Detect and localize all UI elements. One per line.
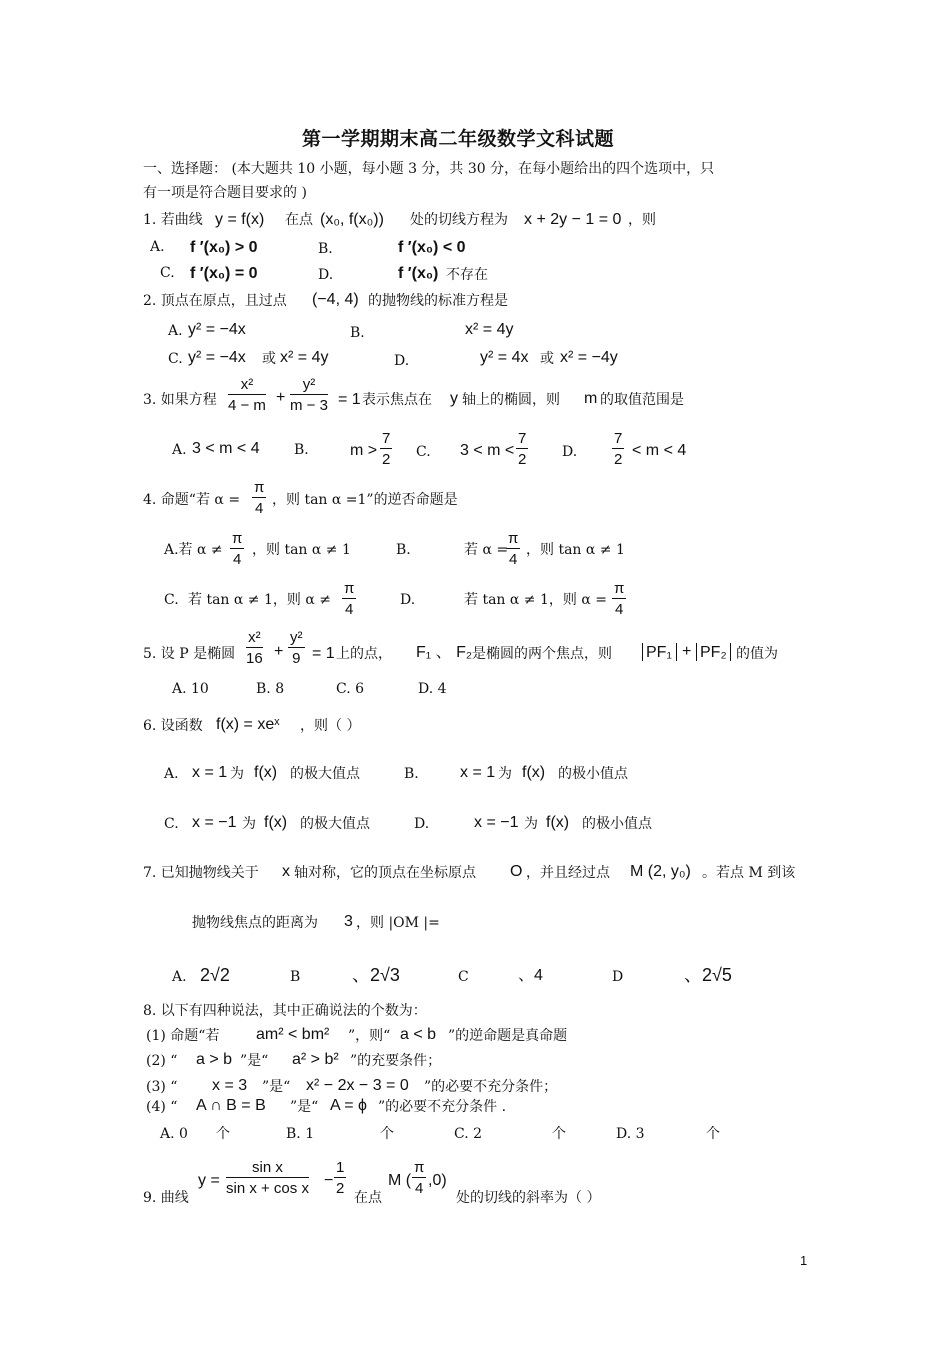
q7-line2-post: ，则 |OM |= (356, 915, 440, 931)
q4-fraction-num: π (254, 479, 265, 496)
q5-fraction-1-den: 16 (246, 650, 263, 667)
q8-s2-pre: (2) “ (146, 1053, 178, 1069)
q5-stem-pre: 5. 设 P 是椭圆 (143, 646, 236, 662)
q8-s1-pre: (1) 命题“若 (146, 1028, 220, 1044)
q6-option-b-m2: f(x) (522, 764, 546, 781)
q8-option-b-unit: 个 (380, 1126, 394, 1142)
q5-abs-bar (730, 643, 731, 661)
q5-option-b: B. 8 (256, 681, 285, 697)
q4-option-a-frac (230, 531, 244, 567)
q3-option-d: < m < 4 (632, 442, 687, 459)
q8-s4-post: ”的必要不充分条件 . (378, 1099, 507, 1115)
q3-fraction-2-num: y² (290, 377, 328, 395)
q7-line2-pre: 抛物线焦点的距离为 (192, 915, 318, 931)
q6-option-c-t2: 的极大值点 (300, 816, 370, 832)
q2-option-d-label: D. (394, 353, 410, 369)
q6-option-c-t1: 为 (242, 816, 256, 832)
q4-option-d-den: 4 (615, 601, 624, 618)
q2-option-b: x² = 4y (465, 321, 514, 338)
q5-fraction-2-num: y² (290, 629, 303, 646)
q3-stem-post: 表示焦点在 (362, 392, 432, 408)
q8-s4-m: A ∩ B = B (196, 1097, 266, 1114)
q4-option-d-label: D. (400, 592, 416, 608)
q6-option-c-m: x = −1 (192, 814, 237, 831)
q6-math: f(x) = xeˣ (216, 716, 280, 733)
q2-option-a: y² = −4x (188, 321, 246, 338)
q1-stem-mid2: 处的切线方程为 (410, 212, 508, 228)
q2-option-d-1: y² = 4x (480, 349, 529, 366)
q9-fraction-1-den: sin x + cos x (226, 1180, 309, 1197)
q3-option-b-den: 2 (382, 451, 391, 468)
q6-option-d-m: x = −1 (474, 814, 519, 831)
q9-y: y = (198, 1172, 220, 1189)
q8-option-a: A. 0 (160, 1126, 188, 1142)
q5-abs-bar (696, 643, 697, 661)
q7-stem-pre: 7. 已知抛物线关于 (143, 865, 259, 881)
q8-s3-mid: ”是“ (262, 1079, 291, 1095)
q5-pf2: PF₂ (700, 644, 727, 661)
q3-option-b-label: B. (294, 442, 309, 458)
q2-option-d-or: 或 (540, 351, 554, 367)
q2-option-c-or: 或 (262, 351, 276, 367)
q1-option-d: f ′(x₀) (398, 265, 439, 282)
q4-option-c-pre: 若 tan α ≠ 1，则 α ≠ (188, 592, 331, 608)
page-title: 第一学期期末高二年级数学文科试题 (302, 128, 615, 150)
q8-option-c-unit: 个 (552, 1126, 566, 1142)
q6-stem-pre: 6. 设函数 (143, 718, 203, 734)
q8-s4-m2: A = ϕ (330, 1097, 367, 1114)
q6-option-a-label: A. (164, 766, 179, 782)
q3-option-b-frac (380, 431, 392, 467)
q1-stem-mid: 在点 (285, 212, 313, 228)
q4-option-a: A.若 α ≠ (164, 542, 223, 558)
q4-option-b-frac (506, 531, 520, 567)
q4-option-a-den: 4 (233, 551, 242, 568)
q3-option-d-frac (612, 431, 624, 467)
q1-option-d-text: 不存在 (446, 267, 488, 283)
q1-math-2: (x₀, f(x₀)) (320, 211, 384, 228)
q9-fraction-3-den: 4 (415, 1180, 424, 1197)
section-header-line2: 有一项是符合题目要求的 ) (143, 185, 307, 201)
q9-fraction-1-num: sin x (226, 1160, 309, 1178)
q3-option-b: m > (350, 442, 378, 459)
q6-option-b-t1: 为 (498, 766, 512, 782)
q2-option-d-2: x² = −4y (560, 349, 618, 366)
q4-option-c-den: 4 (345, 601, 354, 618)
q8-s3-pre: (3) “ (146, 1079, 178, 1095)
q9-point-m: M ( (388, 1172, 412, 1189)
q8-s2-m: a > b (196, 1051, 233, 1068)
q7-option-a: 2√2 (200, 965, 230, 985)
q2-option-a-label: A. (168, 323, 183, 339)
q4-option-b-num: π (508, 530, 519, 547)
q8-option-d-unit: 个 (706, 1126, 720, 1142)
q3-option-b-num: 7 (382, 430, 391, 447)
q8-s4-mid: ”是“ (290, 1099, 319, 1115)
q2-option-b-label: B. (350, 325, 365, 341)
q8-s3-m: x = 3 (212, 1077, 248, 1094)
q5-option-c: C. 6 (336, 681, 365, 697)
q4-option-c-frac (342, 581, 356, 617)
q2-stem-post: 的抛物线的标准方程是 (368, 293, 508, 309)
q5-plus2: + (682, 643, 692, 660)
q4-option-a-num: π (232, 530, 243, 547)
q8-s1-post: ”的逆命题是真命题 (448, 1028, 568, 1044)
q5-stem-post: 的值为 (736, 646, 778, 662)
section-header-line1: 一、选择题： (本大题共 10 小题，每小题 3 分，共 30 分，在每小题给出的四个选项中，只 (143, 161, 715, 177)
q8-option-a-unit: 个 (216, 1126, 230, 1142)
q3-option-c-den: 2 (518, 451, 527, 468)
q4-fraction (252, 480, 266, 516)
q7-option-c: 、4 (518, 967, 543, 984)
q8-option-d: D. 3 (616, 1126, 645, 1142)
q1-math-1: y = f(x) (215, 211, 265, 228)
q8-s4-pre: (4) “ (146, 1099, 178, 1115)
q4-option-c-num: π (344, 580, 355, 597)
q3-fraction-1-num: x² (228, 377, 266, 395)
q4-option-d-frac (612, 581, 626, 617)
q5-option-d: D. 4 (418, 681, 447, 697)
q5-abs-bar (642, 643, 643, 661)
q3-stem-post2: 轴上的椭圆，则 (462, 392, 560, 408)
q3-option-c: 3 < m < (460, 442, 515, 459)
q7-option-d-label: D (612, 969, 624, 985)
q6-option-a-m2: f(x) (254, 764, 278, 781)
q1-option-a-label: A. (150, 239, 165, 255)
q7-three: 3 (344, 913, 353, 930)
q2-option-c-2: x² = 4y (280, 349, 329, 366)
q7-option-b-label: B (290, 969, 301, 985)
q8-s1-mid: ”，则“ (348, 1028, 391, 1044)
q6-option-d-t1: 为 (524, 816, 538, 832)
q5-stem-mid: 上的点， (336, 646, 392, 662)
q5-eq: = 1 (312, 645, 335, 662)
q5-fraction-2 (288, 630, 305, 666)
q1-stem-post: ，则 (628, 212, 656, 228)
q2-math: (−4, 4) (312, 291, 359, 308)
q5-foci: F₁ 、 F₂ (416, 644, 473, 661)
q8-s3-post: ”的必要不充分条件； (424, 1079, 558, 1095)
q3-stem-pre: 3. 如果方程 (143, 392, 217, 408)
q3-var: m (584, 390, 598, 407)
q3-option-d-den: 2 (614, 451, 623, 468)
q7-option-a-label: A. (172, 969, 187, 985)
q7-stem-post: 。若点 M 到该 (702, 865, 796, 881)
q5-pf1: PF₁ (646, 644, 672, 661)
q6-option-b-m: x = 1 (460, 764, 496, 781)
q4-option-a-post: ，则 tan α ≠ 1 (252, 542, 351, 558)
q6-option-b-t2: 的极小值点 (558, 766, 628, 782)
q9-fraction-3 (412, 1160, 426, 1196)
q5-abs-bar (676, 643, 677, 661)
q6-option-b-label: B. (404, 766, 419, 782)
q5-fraction-2-den: 9 (292, 650, 301, 667)
q6-option-d-m2: f(x) (546, 814, 570, 831)
q4-option-c-label: C. (164, 592, 179, 608)
q6-option-a-t2: 的极大值点 (290, 766, 360, 782)
q4-option-b-label: B. (396, 542, 411, 558)
q3-plus: + (276, 389, 286, 406)
q2-option-c-1: y² = −4x (188, 349, 246, 366)
q7-origin: O (510, 863, 523, 880)
q7-option-d: 、2√5 (684, 965, 732, 985)
q8-s1-m: am² < bm² (256, 1026, 330, 1043)
q9-mid: 在点 (354, 1190, 382, 1206)
page-number: 1 (800, 1253, 808, 1268)
q5-fraction-1-num: x² (246, 630, 263, 648)
q7-point-m: M (2, y₀) (630, 863, 691, 880)
q4-option-d-pre: 若 tan α ≠ 1，则 α = (464, 592, 607, 608)
q6-option-c-m2: f(x) (264, 814, 288, 831)
q8-s2-mid: ”是“ (240, 1053, 269, 1069)
q8-s2-m2: a² > b² (292, 1051, 339, 1068)
q5-option-a: A. 10 (172, 681, 209, 697)
q1-option-d-label: D. (318, 267, 334, 283)
q6-option-a-m: x = 1 (192, 764, 228, 781)
q3-axis: y (450, 390, 458, 407)
q7-option-b: 、2√3 (352, 965, 400, 985)
q3-fraction-2-den: m − 3 (290, 397, 328, 414)
q1-option-a: f ′(x₀) > 0 (190, 239, 258, 256)
q1-option-b: f ′(x₀) < 0 (398, 239, 466, 256)
q3-option-a-label: A. (172, 442, 187, 458)
q3-option-d-num: 7 (614, 430, 623, 447)
q8-s3-m2: x² − 2x − 3 = 0 (306, 1077, 409, 1094)
q3-option-c-label: C. (416, 444, 431, 460)
q6-stem-post: ，则（ ） (300, 718, 361, 734)
q4-fraction-den: 4 (255, 500, 264, 517)
q5-plus: + (274, 643, 284, 660)
q1-option-c-label: C. (160, 265, 175, 281)
q4-option-b-pre: 若 α = (464, 542, 509, 558)
q8-option-c: C. 2 (454, 1126, 483, 1142)
q6-option-d-label: D. (414, 816, 430, 832)
q9-fraction-3-num: π (414, 1159, 425, 1176)
q1-math-3: x + 2y − 1 = 0 (524, 211, 622, 228)
q2-option-c-label: C. (168, 351, 183, 367)
q7-stem-mid: 轴对称，它的顶点在坐标原点 (294, 865, 476, 881)
q8-option-b: B. 1 (286, 1126, 315, 1142)
q8-s2-post: ”的充要条件； (350, 1053, 442, 1069)
q7-x: x (282, 863, 290, 880)
q3-fraction-1-den: 4 − m (228, 397, 266, 414)
q3-fraction-2 (290, 377, 328, 413)
q3-option-d-label: D. (562, 444, 578, 460)
q8-stem: 8. 以下有四种说法，其中正确说法的个数为： (143, 1003, 427, 1019)
q9-fraction-2 (334, 1160, 346, 1196)
q4-stem-pre: 4. 命题“若 α = (143, 492, 241, 508)
q6-option-d-t2: 的极小值点 (582, 816, 652, 832)
q1-option-b-label: B. (318, 241, 333, 257)
q1-option-c: f ′(x₀) = 0 (190, 265, 258, 282)
q3-eq: = 1 (338, 391, 361, 408)
q7-stem-mid2: ，并且经过点 (526, 865, 610, 881)
q3-option-c-num: 7 (518, 430, 527, 447)
q3-option-c-frac (516, 431, 528, 467)
q3-option-a: 3 < m < 4 (192, 440, 260, 457)
q4-option-d-num: π (614, 580, 625, 597)
q6-option-a-t1: 为 (230, 766, 244, 782)
q4-stem-post: ，则 tan α =1”的逆否命题是 (272, 492, 458, 508)
q9-post: 处的切线的斜率为（ ） (456, 1190, 601, 1206)
q9-fraction-2-num: 1 (336, 1159, 345, 1176)
q2-stem-pre: 2. 顶点在原点，且过点 (143, 293, 287, 309)
q3-fraction-1 (228, 377, 266, 413)
q3-stem-post3: 的取值范围是 (600, 392, 684, 408)
q9-fraction-2-den: 2 (336, 1180, 345, 1197)
q8-s1-m2: a < b (400, 1026, 437, 1043)
q9-stem-pre: 9. 曲线 (143, 1190, 189, 1206)
q5-fraction-1 (246, 630, 263, 666)
q1-stem-pre: 1. 若曲线 (143, 212, 203, 228)
q5-stem-mid2: 是椭圆的两个焦点，则 (472, 646, 612, 662)
q6-option-c-label: C. (164, 816, 179, 832)
q9-fraction-1 (226, 1160, 309, 1196)
q9-point-m-post: ,0) (428, 1172, 447, 1189)
q4-option-b-den: 4 (509, 551, 518, 568)
q7-option-c-label: C (458, 969, 469, 985)
q9-minus: − (324, 1172, 334, 1189)
q4-option-b-post: ，则 tan α ≠ 1 (526, 542, 625, 558)
